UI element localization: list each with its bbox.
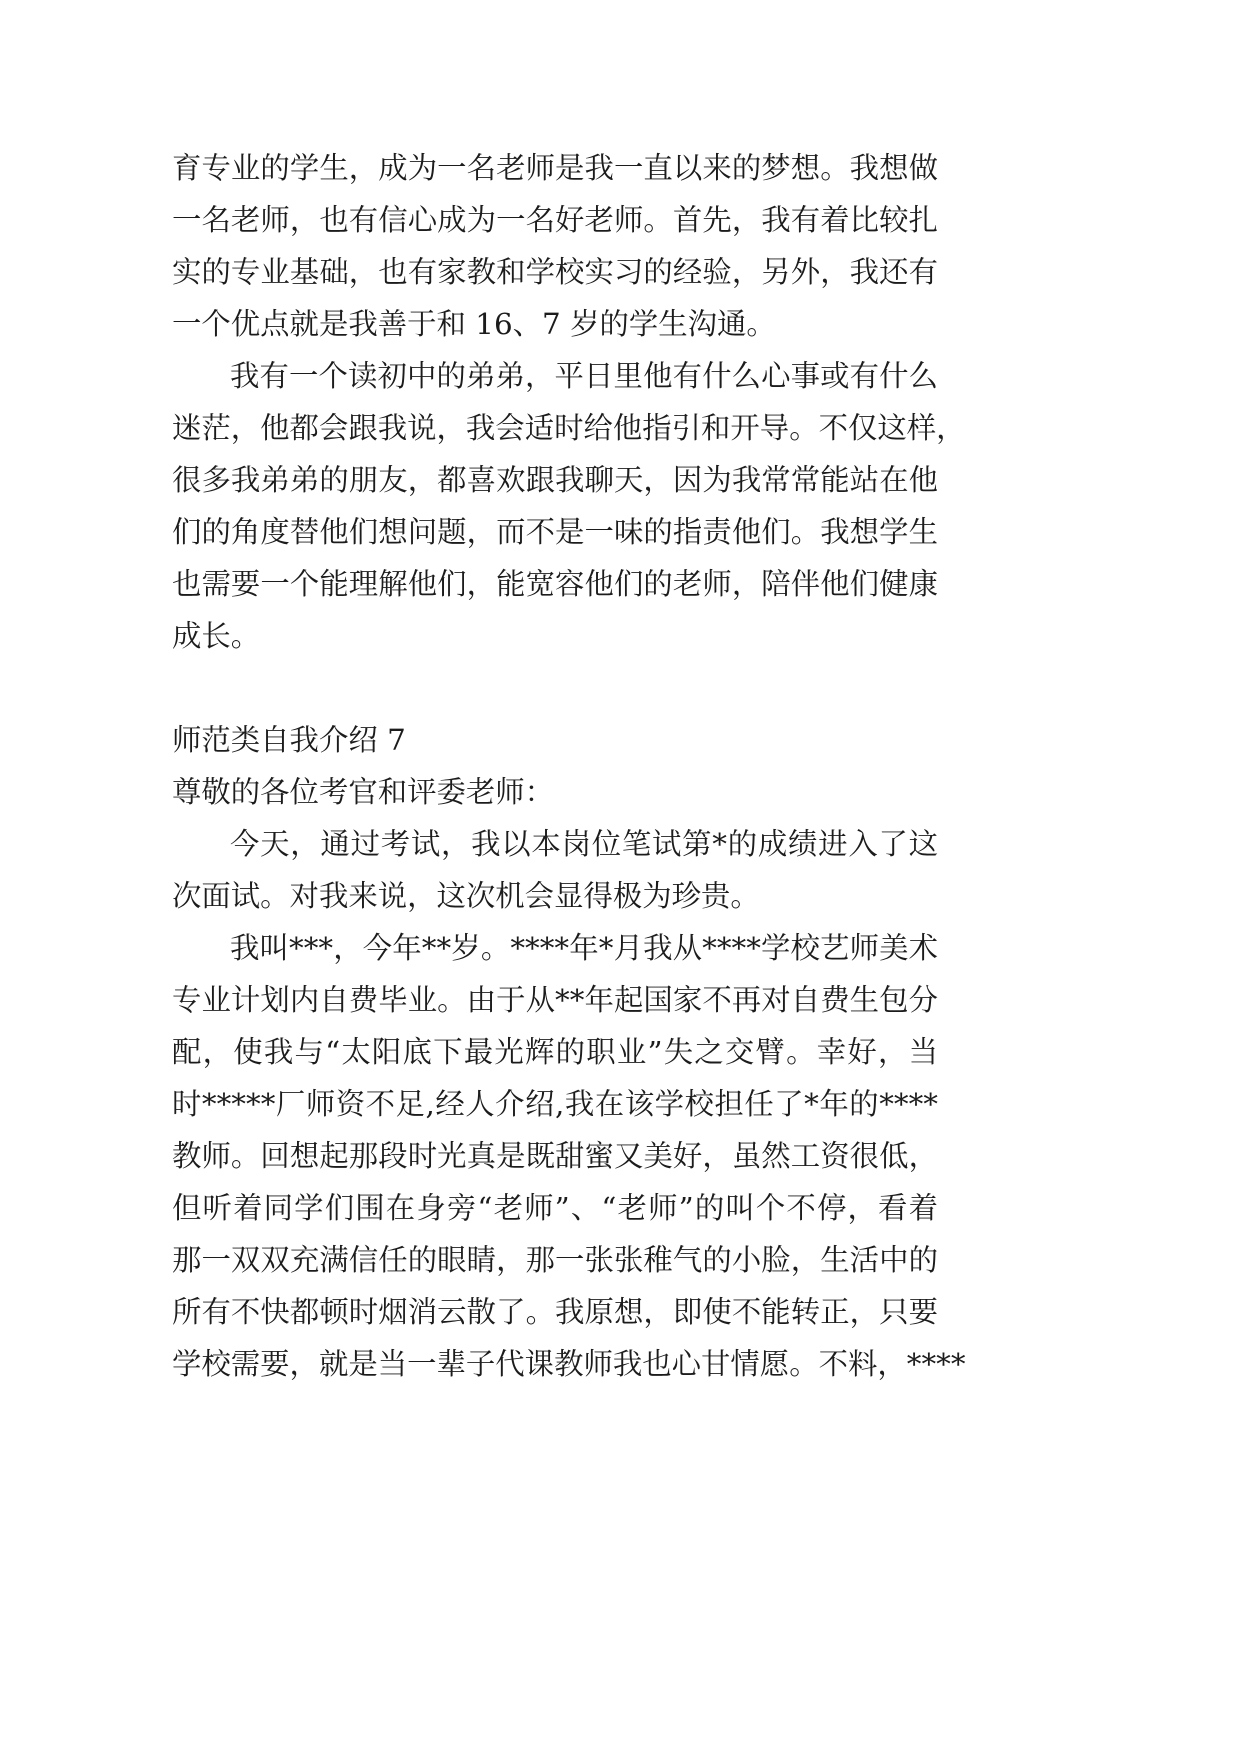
paragraph — [172, 350, 966, 662]
paragraph-line: 迷茫，他都会跟我说，我会适时给他指引和开导。不仅这样， — [172, 411, 966, 445]
paragraph-line: 学校需要，就是当一辈子代课教师我也心甘情愿。不料，**** — [172, 1347, 966, 1381]
document-body — [172, 142, 966, 1390]
section-heading: 师范类自我介绍 7 — [172, 723, 406, 757]
paragraph-line: 次面试。对我来说，这次机会显得极为珍贵。 — [172, 879, 760, 913]
blank-line — [172, 662, 938, 714]
paragraph-line: 配，使我与“太阳底下最光辉的职业”失之交臂。幸好，当 — [172, 1035, 938, 1069]
paragraph-line: 专业计划内自费毕业。由于从**年起国家不再对自费生包分 — [172, 983, 938, 1017]
paragraph-line: 实的专业基础，也有家教和学校实习的经验，另外，我还有 — [172, 255, 938, 289]
paragraph-line: 所有不快都顿时烟消云散了。我原想，即使不能转正，只要 — [172, 1295, 938, 1329]
paragraph-line: 很多我弟弟的朋友，都喜欢跟我聊天，因为我常常能站在他 — [172, 463, 938, 497]
paragraph-line: 一个优点就是我善于和 16、7 岁的学生沟通。 — [172, 307, 776, 341]
salutation: 尊敬的各位考官和评委老师： — [172, 775, 555, 809]
paragraph-line: 育专业的学生，成为一名老师是我一直以来的梦想。我想做 — [172, 151, 938, 185]
paragraph-line: 成长。 — [172, 619, 261, 653]
paragraph-line: 那一双双充满信任的眼睛，那一张张稚气的小脸，生活中的 — [172, 1243, 938, 1277]
paragraph-line: 今天，通过考试，我以本岗位笔试第*的成绩进入了这 — [230, 827, 938, 861]
paragraph — [172, 142, 938, 350]
paragraph-line: 我叫***，今年**岁。****年*月我从****学校艺师美术 — [230, 931, 938, 965]
paragraph-line: 一名老师，也有信心成为一名好老师。首先，我有着比较扎 — [172, 203, 938, 237]
paragraph — [172, 818, 938, 922]
paragraph — [172, 922, 966, 1390]
paragraph-line: 我有一个读初中的弟弟，平日里他有什么心事或有什么 — [230, 359, 938, 393]
paragraph-line: 但听着同学们围在身旁“老师”、“老师”的叫个不停，看着 — [172, 1191, 938, 1225]
paragraph-line: 们的角度替他们想问题，而不是一味的指责他们。我想学生 — [172, 515, 938, 549]
paragraph-line: 教师。回想起那段时光真是既甜蜜又美好，虽然工资很低， — [172, 1139, 938, 1173]
paragraph-line: 时*****厂师资不足,经人介绍,我在该学校担任了*年的**** — [172, 1087, 938, 1121]
paragraph-line: 也需要一个能理解他们，能宽容他们的老师，陪伴他们健康 — [172, 567, 938, 601]
